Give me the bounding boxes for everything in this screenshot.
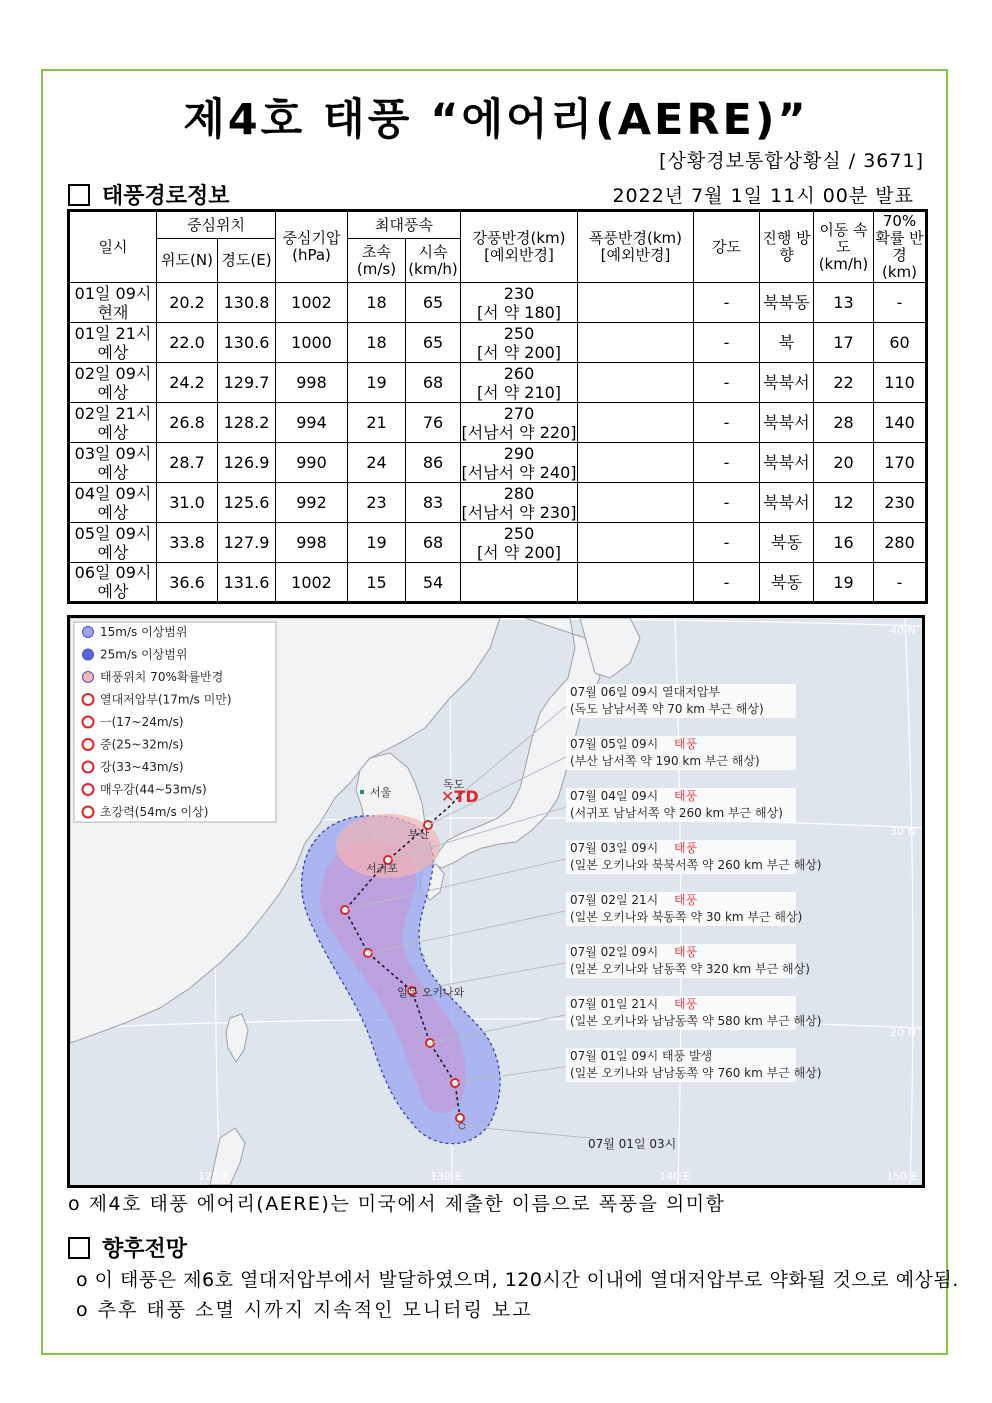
legend-symbol-icon [83, 784, 94, 795]
time-date: 04일 09시 [74, 483, 152, 503]
cell-storm [578, 523, 694, 563]
cell-dir: 북동 [760, 523, 814, 563]
gale-value: 270 [503, 403, 535, 423]
cell-int: - [694, 323, 760, 363]
header-prob-radius: 70% 확률 반경 (km) [874, 211, 927, 283]
cell-lat: 36.6 [157, 563, 218, 603]
legend-symbol-icon [83, 739, 94, 750]
cell-prob: 170 [874, 443, 927, 483]
header-pressure: 중심기압 (hPa) [276, 211, 348, 283]
forecast-tag-time: 07월 02일 09시 [570, 945, 659, 959]
legend-symbol-icon [83, 807, 94, 818]
cell-time [69, 563, 157, 603]
cell-gale-radius [461, 483, 578, 523]
cell-ms: 19 [348, 363, 406, 403]
cell-int: - [694, 563, 760, 603]
checkbox-square-icon [68, 184, 90, 206]
typhoon-track-map [67, 615, 925, 1188]
forecast-tag-kind: 태풍 [674, 841, 698, 855]
cell-lon: 127.9 [218, 523, 276, 563]
time-status: 예상 [97, 382, 129, 402]
cell-lon: 125.6 [218, 483, 276, 523]
cell-time [69, 483, 157, 523]
cell-time [69, 403, 157, 443]
header-center: 중심위치 [157, 211, 276, 239]
cell-storm [578, 483, 694, 523]
track-point [456, 1114, 464, 1122]
gale-exception: [서남서 약 240] [461, 462, 577, 482]
cell-ms: 23 [348, 483, 406, 523]
cell-kmh: 65 [406, 283, 461, 323]
section-title: 태풍경로정보 [102, 184, 230, 209]
cell-dir: 북 [760, 323, 814, 363]
cell-spd: 20 [814, 443, 874, 483]
section-outlook [68, 1232, 187, 1263]
cell-dir: 북북서 [760, 483, 814, 523]
cell-kmh: 83 [406, 483, 461, 523]
track-table-body [69, 283, 927, 603]
legend-label: 15m/s 이상범위 [100, 625, 188, 639]
cell-spd: 16 [814, 523, 874, 563]
time-status: 예상 [97, 342, 129, 362]
cell-int: - [694, 403, 760, 443]
lat-label: 30 N [890, 825, 916, 838]
table-row [69, 363, 927, 403]
office-label: [상황경보통합상황실 / 3671] [659, 150, 924, 172]
place-busan: 부산 [408, 828, 430, 841]
gale-exception: [서 약 200] [476, 542, 562, 562]
td-marker: ✕TD [441, 787, 479, 806]
cell-time [69, 443, 157, 483]
lon-label: 140 E [659, 1170, 691, 1183]
forecast-tag-location: (서귀포 남남서쪽 약 260 km 부근 해상) [570, 806, 783, 820]
forecast-tag-kind: 태풍 [674, 737, 698, 751]
forecast-tag-time: 07월 06일 09시 열대저압부 [570, 685, 720, 699]
time-status: 예상 [97, 502, 129, 522]
cell-lon: 130.6 [218, 323, 276, 363]
forecast-tag-location: (일본 오키나와 남남동쪽 약 580 km 부근 해상) [570, 1014, 822, 1028]
cell-storm [578, 403, 694, 443]
cell-prob: 140 [874, 403, 927, 443]
legend-label: 강(33~43m/s) [100, 760, 184, 774]
time-status: 예상 [97, 462, 129, 482]
cell-prob: 280 [874, 523, 927, 563]
cell-lon: 131.6 [218, 563, 276, 603]
table-row [69, 443, 927, 483]
cell-ms: 24 [348, 443, 406, 483]
section-title: 향후전망 [102, 1237, 188, 1262]
legend-symbol-icon [83, 649, 94, 660]
gale-exception: [서남서 약 220] [461, 422, 577, 442]
forecast-tag-kind: 태풍 [674, 997, 698, 1011]
cell-storm [578, 323, 694, 363]
forecast-tag-time: 07월 04일 09시 [570, 789, 659, 803]
section-track-info [68, 179, 230, 210]
gale-value: 250 [503, 523, 535, 543]
gale-exception: [서 약 180] [476, 302, 562, 322]
outlook-item: o 이 태풍은 제6호 열대저압부에서 발달하였으며, 120시간 이내에 열대저압부로 약화될 것으로 예상됨. [76, 1269, 959, 1291]
legend-label: 태풍위치 70%확률반경 [100, 670, 224, 684]
cell-storm [578, 443, 694, 483]
header-lon: 경도(E) [218, 239, 276, 283]
gale-value: 250 [503, 323, 535, 343]
cell-gale-radius [461, 363, 578, 403]
forecast-tag-location: (부산 남서쪽 약 190 km 부근 해상) [570, 754, 760, 768]
cell-lat: 31.0 [157, 483, 218, 523]
forecast-tag-time: 07월 01일 21시 [570, 997, 659, 1011]
time-date: 02일 09시 [74, 363, 152, 383]
time-status: 예상 [97, 542, 129, 562]
cell-kmh: 68 [406, 363, 461, 403]
time-date: 05일 09시 [74, 523, 152, 543]
cell-spd: 12 [814, 483, 874, 523]
lon-label: 130 E [430, 1170, 462, 1183]
cell-lon: 130.8 [218, 283, 276, 323]
cell-p: 1002 [276, 283, 348, 323]
outlook-item: o 추후 태풍 소멸 시까지 지속적인 모니터링 보고 [76, 1299, 533, 1321]
legend-symbol-icon [83, 627, 94, 638]
legend-symbol-icon [83, 694, 94, 705]
header-direction: 진행 방향 [760, 211, 814, 283]
legend-label: 초강력(54m/s 이상) [100, 805, 209, 819]
legend-symbol-icon [83, 762, 94, 773]
legend-label: 중(25~32m/s) [100, 737, 184, 752]
lon-label: 120 E [198, 1170, 230, 1183]
cell-time [69, 283, 157, 323]
cell-prob: 230 [874, 483, 927, 523]
lat-label: 20 N [890, 1026, 916, 1039]
forecast-tag-time: 07월 02일 21시 [570, 893, 659, 907]
header-gale-radius: 강풍반경(km) [예외반경] [461, 211, 578, 283]
cell-kmh: 54 [406, 563, 461, 603]
header-storm-radius: 폭풍반경(km) [예외반경] [578, 211, 694, 283]
cell-ms: 15 [348, 563, 406, 603]
name-note: o 제4호 태풍 에어리(AERE)는 미국에서 제출한 이름으로 폭풍을 의미함 [68, 1193, 726, 1215]
time-date: 02일 21시 [74, 403, 152, 423]
legend-symbol-icon [83, 717, 94, 728]
cell-kmh: 76 [406, 403, 461, 443]
header-kmh: 시속 (km/h) [406, 239, 461, 283]
cell-spd: 17 [814, 323, 874, 363]
time-date: 03일 09시 [74, 443, 152, 463]
cell-storm [578, 283, 694, 323]
cell-spd: 13 [814, 283, 874, 323]
legend-label: 25m/s 이상범위 [100, 647, 188, 662]
cell-gale-radius [461, 523, 578, 563]
cell-dir: 북북서 [760, 363, 814, 403]
cell-prob: - [874, 283, 927, 323]
legend-label: ㅡ(17~24m/s) [100, 715, 184, 729]
cell-prob: 60 [874, 323, 927, 363]
cell-kmh: 68 [406, 523, 461, 563]
cell-lat: 26.8 [157, 403, 218, 443]
cell-spd: 22 [814, 363, 874, 403]
cell-lat: 20.2 [157, 283, 218, 323]
cell-lon: 126.9 [218, 443, 276, 483]
cell-lat: 24.2 [157, 363, 218, 403]
page-title: 제4호 태풍 “에어리(AERE)” [183, 95, 809, 145]
cell-lat: 22.0 [157, 323, 218, 363]
lat-label: 40 N [890, 624, 916, 637]
cell-dir: 북북동 [760, 283, 814, 323]
table-row [69, 283, 927, 323]
seoul-marker [360, 790, 364, 794]
time-status: 예상 [97, 422, 129, 442]
forecast-tag-kind: 태풍 [674, 893, 698, 907]
time-status: 현재 [97, 302, 129, 322]
gale-exception: [서남서 약 230] [461, 502, 577, 522]
time-status: 예상 [97, 582, 129, 601]
cell-gale-radius [461, 443, 578, 483]
cell-int: - [694, 443, 760, 483]
forecast-tag-location: (일본 오키나와 북북서쪽 약 260 km 부근 해상) [570, 858, 822, 872]
cell-gale-radius [461, 403, 578, 443]
header-lat: 위도(N) [157, 239, 218, 283]
header-speed: 이동 속도 (km/h) [814, 211, 874, 283]
cell-ms: 19 [348, 523, 406, 563]
cell-int: - [694, 483, 760, 523]
cell-p: 998 [276, 363, 348, 403]
forecast-tag-kind: 태풍 [674, 945, 698, 959]
cell-kmh: 65 [406, 323, 461, 363]
cell-int: - [694, 523, 760, 563]
forecast-tag-location: (일본 오키나와 남동쪽 약 320 km 부근 해상) [570, 962, 810, 976]
cell-kmh: 86 [406, 443, 461, 483]
cell-ms: 21 [348, 403, 406, 443]
cell-gale-radius [461, 283, 578, 323]
cell-p: 1002 [276, 563, 348, 603]
place-dokdo: 독도 [443, 778, 465, 791]
map-canvas [70, 618, 922, 1185]
cell-time [69, 523, 157, 563]
forecast-tag-time: 07월 05일 09시 [570, 737, 659, 751]
cell-ms: 18 [348, 323, 406, 363]
cell-int: - [694, 363, 760, 403]
time-date: 01일 21시 [74, 323, 152, 343]
gale-exception: [서 약 210] [476, 382, 562, 402]
table-row [69, 523, 927, 563]
table-row [69, 323, 927, 363]
forecast-tag-time: 07월 03일 09시 [570, 841, 659, 855]
legend-label: 열대저압부(17m/s 미만) [100, 692, 232, 707]
table-row [69, 483, 927, 523]
cell-lon: 128.2 [218, 403, 276, 443]
checkbox-square-icon [68, 1237, 90, 1259]
forecast-tag-location: (독도 남남서쪽 약 70 km 부근 해상) [570, 702, 764, 716]
cell-storm [578, 563, 694, 603]
table-row [69, 563, 927, 603]
cell-p: 1000 [276, 323, 348, 363]
gale-value: 290 [503, 443, 535, 463]
cell-int: - [694, 283, 760, 323]
map-legend [74, 622, 276, 822]
gale-value: 230 [503, 283, 535, 303]
place-seoul: 서울 [370, 786, 392, 799]
forecast-tag-location: (일본 오키나와 북동쪽 약 30 km 부근 해상) [570, 910, 803, 924]
lon-label: 150 E [886, 1170, 918, 1183]
issued-time: 2022년 7월 1일 11시 00분 발표 [612, 185, 914, 207]
cell-lat: 33.8 [157, 523, 218, 563]
cell-ms: 18 [348, 283, 406, 323]
cell-p: 992 [276, 483, 348, 523]
time-date: 06일 09시 [74, 563, 152, 582]
cell-dir: 북북서 [760, 443, 814, 483]
cell-p: 998 [276, 523, 348, 563]
forecast-tag-time: 07월 01일 09시 태풍 발생 [570, 1049, 713, 1063]
place-seogwipo: 서귀포 [366, 862, 398, 875]
cell-time [69, 323, 157, 363]
cell-dir: 북북서 [760, 403, 814, 443]
cell-spd: 19 [814, 563, 874, 603]
legend-symbol-icon [83, 672, 94, 683]
cell-prob: 110 [874, 363, 927, 403]
gale-value: 260 [503, 363, 535, 383]
cell-lat: 28.7 [157, 443, 218, 483]
forecast-tag-kind: 태풍 [674, 789, 698, 803]
header-time: 일시 [69, 211, 157, 283]
gale-exception: [서 약 200] [476, 342, 562, 362]
cell-gale-radius [461, 563, 578, 603]
gale-value: 280 [503, 483, 535, 503]
cell-p: 994 [276, 403, 348, 443]
origin-label: 07월 01일 03시 [588, 1137, 677, 1151]
cell-prob: - [874, 563, 927, 603]
legend-label: 매우강(44~53m/s) [100, 782, 207, 797]
cell-dir: 북동 [760, 563, 814, 603]
cell-spd: 28 [814, 403, 874, 443]
time-date: 01일 09시 [74, 283, 152, 303]
cell-storm [578, 363, 694, 403]
forecast-tag-location: (일본 오키나와 남남동쪽 약 760 km 부근 해상) [570, 1066, 822, 1080]
header-intensity: 강도 [694, 211, 760, 283]
cell-time [69, 363, 157, 403]
cell-lon: 129.7 [218, 363, 276, 403]
track-table [67, 209, 928, 604]
cell-p: 990 [276, 443, 348, 483]
place-okinawa: 일본 오키나와 [397, 986, 465, 999]
header-ms: 초속 (m/s) [348, 239, 406, 283]
cell-gale-radius [461, 323, 578, 363]
table-row [69, 403, 927, 443]
header-maxwind: 최대풍속 [348, 211, 461, 239]
